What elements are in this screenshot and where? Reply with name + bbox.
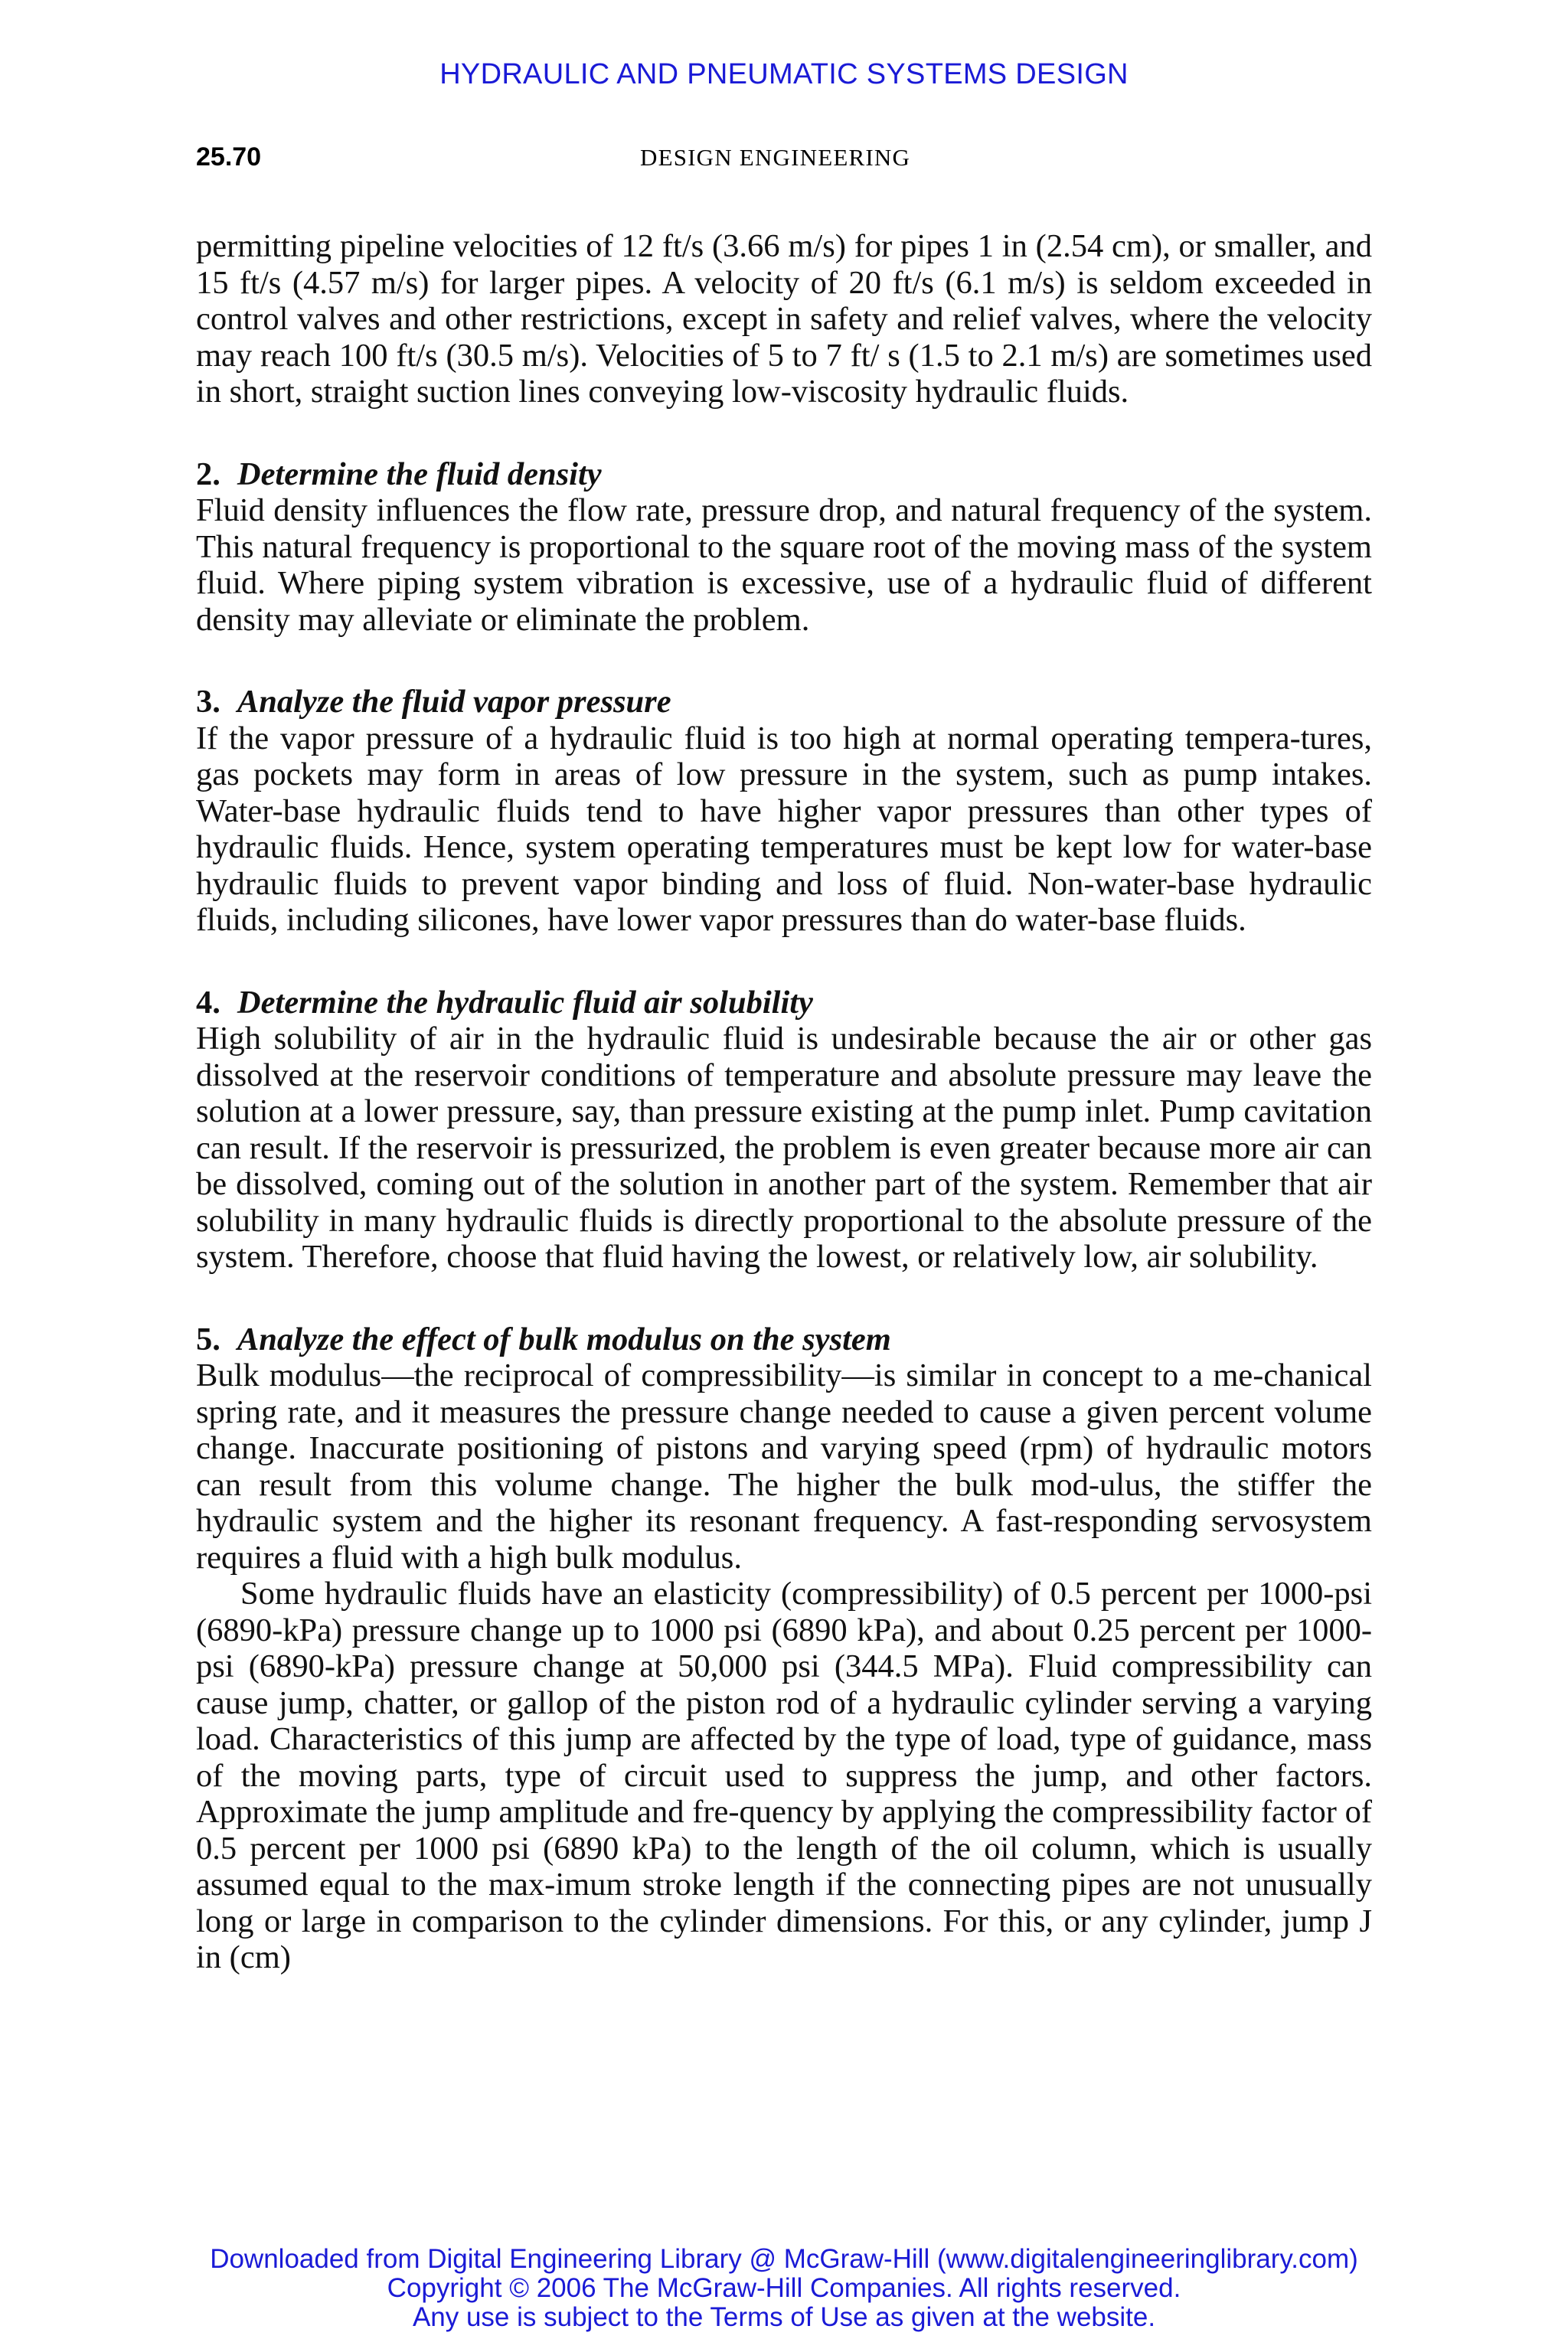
section-4: [196, 985, 1372, 1276]
section-heading: [196, 456, 1372, 493]
page-number: 25.70: [196, 142, 262, 172]
section-paragraph: Fluid density influences the flow rate, pressure drop, and natural frequency of the system. This natural frequency is proportional to the square root of the moving mass of the system fluid. Where piping system vibration is excessive, use of a hydraulic fluid of different density may alleviate or eliminate the problem.: [196, 492, 1372, 638]
running-title: DESIGN ENGINEERING: [640, 144, 911, 171]
section-title: Determine the hydraulic fluid air solubility: [237, 984, 813, 1021]
section-heading: [196, 1321, 1372, 1358]
section-title: Analyze the fluid vapor pressure: [237, 684, 671, 720]
footer-copyright: Copyright © 2006 The McGraw-Hill Companies. All rights reserved.: [387, 2273, 1181, 2303]
section-number: 4.: [196, 984, 220, 1021]
footer-terms: Any use is subject to the Terms of Use as given at the website.: [412, 2302, 1156, 2332]
section-title: Analyze the effect of bulk modulus on the system: [237, 1321, 891, 1357]
running-head: [196, 142, 1372, 179]
section-paragraph: High solubility of air in the hydraulic fluid is undesirable because the air or other gas dissolved at the reservoir conditions of temperature and absolute pressure may leave the solution at a lower pressure, say, than pressure existing at the pump inlet. Pump cavitation can result. If the reservoir is pressurized, the problem is even greater because more air can be dissolved, coming out of the solution in another part of the system. Remember that air solubility in many hydraulic fluids is directly proportional to the absolute pressure of the system. Therefore, choose that fluid having the lowest, or relatively low, air solubility.: [196, 1021, 1372, 1275]
section-title: Determine the fluid density: [237, 456, 602, 492]
section-paragraph: Bulk modulus—the reciprocal of compressibility—is similar in concept to a me-chanical spring rate, and it measures the pressure change needed to cause a given percent volume change. Inaccurate positioning of pistons and varying speed (rpm) of hydraulic motors can result from this volume change. The higher the bulk mod-ulus, the stiffer the hydraulic system and the higher its resonant frequency. A fast-responding servosystem requires a fluid with a high bulk modulus.: [196, 1357, 1372, 1576]
section-paragraph: If the vapor pressure of a hydraulic fluid is too high at normal operating tempera-tures, gas pockets may form in areas of low pressure in the system, such as pump intakes. Water-base hydraulic fluids tend to have higher vapor pressures than other types of hydraulic fluids. Hence, system operating temperatures must be kept low for water-base hydraulic fluids to prevent vapor binding and loss of fluid. Non-water-base hydraulic fluids, including silicones, have lower vapor pressures than do water-base fluids.: [196, 720, 1372, 938]
footer-download-link[interactable]: Downloaded from Digital Engineering Library @ McGraw-Hill (www.digitalengineeringlibrary.com): [210, 2244, 1358, 2274]
intro-paragraph: permitting pipeline velocities of 12 ft/s (3.66 m/s) for pipes 1 in (2.54 cm), or smaller, and 15 ft/s (4.57 m/s) for larger pipes. A velocity of 20 ft/s (6.1 m/s) is seldom exceeded in control valves and other restrictions, except in safety and relief valves, where the velocity may reach 100 ft/s (30.5 m/s). Velocities of 5 to 7 ft/ s (1.5 to 2.1 m/s) are sometimes used in short, straight suction lines conveying low-viscosity hydraulic fluids.: [196, 228, 1372, 410]
section-number: 3.: [196, 684, 220, 720]
section-paragraph: Some hydraulic fluids have an elasticity (compressibility) of 0.5 percent per 1000-psi (6890-kPa) pressure change up to 1000 psi (6890 kPa), and about 0.25 percent per 1000-psi (6890-kPa) pressure change at 50,000 psi (344.5 MPa). Fluid compressibility can cause jump, chatter, or gallop of the piston rod of a hydraulic cylinder serving a varying load. Characteristics of this jump are affected by the type of load, type of guidance, mass of the moving parts, type of circuit used to suppress the jump, and other factors. Approximate the jump amplitude and fre-quency by applying the compressibility factor of 0.5 percent per 1000 psi (6890 kPa) to the length of the oil column, which is usually assumed equal to the max-imum stroke length if the connecting pipes are not unusually long or large in comparison to the cylinder dimensions. For this, or any cylinder, jump J in (cm): [196, 1576, 1372, 1975]
chapter-banner: HYDRAULIC AND PNEUMATIC SYSTEMS DESIGN: [439, 58, 1129, 90]
section-heading: [196, 684, 1372, 720]
section-2: [196, 456, 1372, 639]
section-heading: [196, 985, 1372, 1021]
section-5: [196, 1321, 1372, 1976]
section-number: 5.: [196, 1321, 220, 1357]
section-number: 2.: [196, 456, 220, 492]
section-3: [196, 684, 1372, 939]
footer-notice: [0, 2245, 1568, 2332]
body-text: [196, 228, 1372, 1976]
